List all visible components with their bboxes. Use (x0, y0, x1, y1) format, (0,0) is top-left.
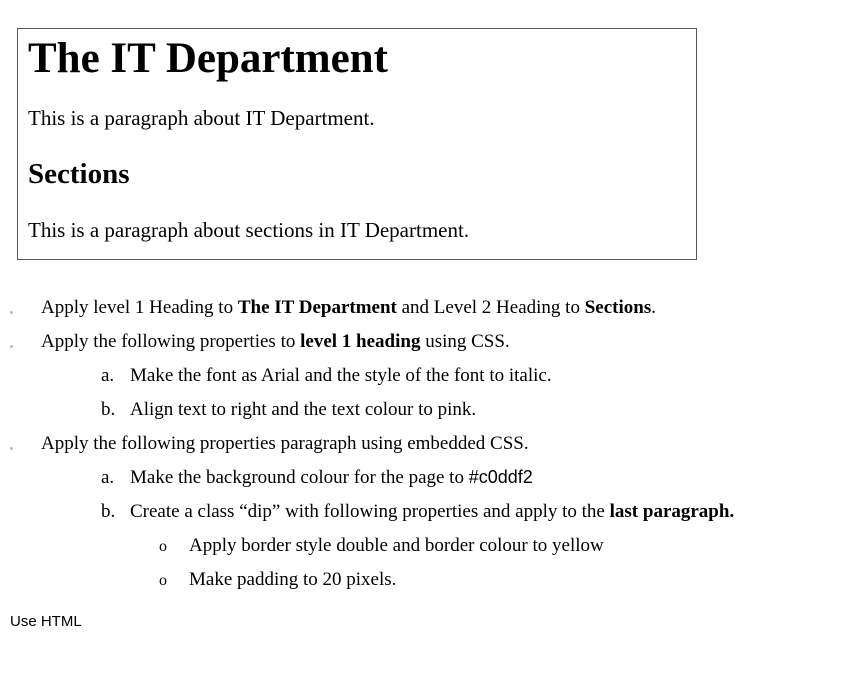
sub-item-marker: b. (101, 501, 116, 522)
instruction-text: using CSS. (420, 331, 510, 352)
footer-note: Use HTML (10, 613, 82, 630)
sub-item-3b (130, 501, 734, 523)
demo-output-box (17, 28, 697, 260)
instruction-item-2 (41, 331, 510, 353)
list-bullet-marker (10, 345, 13, 348)
demo-heading-2: Sections (28, 158, 130, 190)
instruction-text: . (651, 297, 656, 318)
instruction-text: Apply the following properties to (41, 331, 301, 352)
nested-bullet-1: Apply border style double and border colour to yellow (189, 535, 604, 556)
sub-item-marker: a. (101, 365, 115, 386)
demo-paragraph-1: This is a paragraph about IT Department. (28, 106, 375, 130)
instruction-item-1 (41, 297, 656, 319)
instruction-item-3: Apply the following properties paragraph using embedded CSS. (41, 433, 529, 454)
instruction-bold-text: last paragraph. (609, 501, 735, 522)
circle-bullet-marker: o (159, 538, 167, 555)
color-code-value: #c0ddf2 (468, 467, 533, 487)
sub-item-marker: b. (101, 399, 116, 420)
instruction-bold-text: Sections (584, 297, 652, 318)
instruction-bold-text: The IT Department (237, 297, 397, 318)
demo-heading-1: The IT Department (28, 35, 388, 82)
sub-item-3a (130, 467, 533, 489)
instruction-text: Create a class “dip” with following properties and apply to the (130, 501, 610, 522)
instruction-text: and Level 2 Heading to (396, 297, 585, 318)
sub-item-2a: Make the font as Arial and the style of the font to italic. (130, 365, 552, 386)
instruction-text: Apply level 1 Heading to (41, 297, 238, 318)
sub-item-marker: a. (101, 467, 115, 488)
list-bullet-marker (10, 447, 13, 450)
demo-paragraph-2: This is a paragraph about sections in IT Department. (28, 218, 470, 242)
nested-bullet-2: Make padding to 20 pixels. (189, 569, 397, 590)
instruction-bold-text: level 1 heading (300, 331, 421, 352)
circle-bullet-marker: o (159, 572, 167, 589)
sub-item-2b: Align text to right and the text colour to pink. (130, 399, 477, 420)
list-bullet-marker (10, 311, 13, 314)
instruction-text: Make the background colour for the page to (130, 467, 469, 488)
